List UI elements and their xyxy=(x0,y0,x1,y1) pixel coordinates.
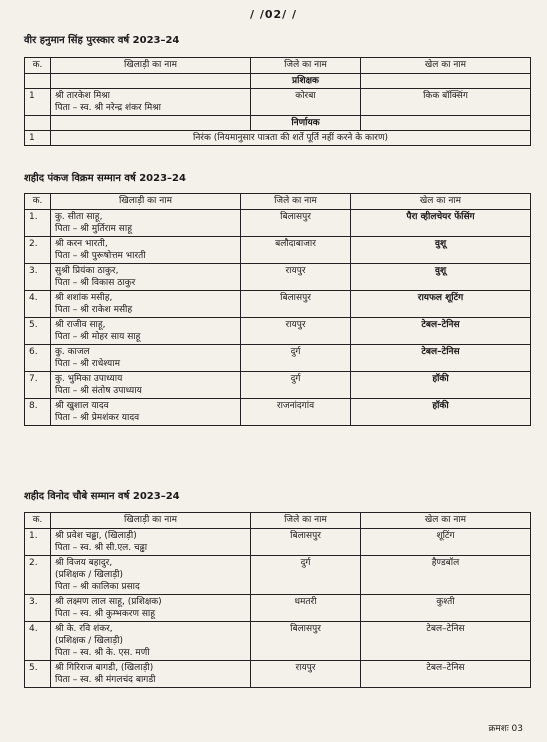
row-name-cell xyxy=(51,237,241,264)
section3-header-row xyxy=(25,513,531,529)
row-name: श्री लक्ष्मण लाल साहू, (प्रशिक्षक) xyxy=(55,597,162,607)
row-name-cell xyxy=(51,622,251,661)
section1-header-row xyxy=(25,58,531,74)
row-sport: कुश्ती xyxy=(361,595,531,622)
header-name: खिलाड़ी का नाम xyxy=(51,194,241,210)
row-sport: हॉकी xyxy=(351,399,531,426)
row-father: पिता – स्व. श्री नरेन्द्र शंकर मिश्रा xyxy=(55,103,162,113)
row-father: पिता – स्व. श्री सी.एल. चढ्ढा xyxy=(55,543,148,553)
row-no: 7. xyxy=(25,372,51,399)
row-district: दुर्ग xyxy=(241,372,351,399)
row-district: कोरबा xyxy=(251,89,361,116)
table-row xyxy=(25,399,531,426)
row-district: राजनांदगांव xyxy=(241,399,351,426)
table-row xyxy=(25,210,531,237)
row-name: श्री खुशाल यादव xyxy=(55,401,109,411)
row-name: श्री प्रवेश चढ्ढा, (खिलाड़ी) xyxy=(55,531,137,541)
row-sport: टेबल–टेनिस xyxy=(351,345,531,372)
row-no: 5. xyxy=(25,661,51,688)
row-sport: शूटिंग xyxy=(361,529,531,556)
row-sport: टेबल–टेनिस xyxy=(351,318,531,345)
row-name-cell xyxy=(51,291,241,318)
header-name: खिलाड़ी का नाम xyxy=(51,513,251,529)
row-name-cell xyxy=(51,89,251,116)
row-sport: वुशू xyxy=(351,237,531,264)
row-name: श्री करन भारती, xyxy=(55,239,108,249)
header-district: जिले का नाम xyxy=(251,513,361,529)
row-district: धमतरी xyxy=(251,595,361,622)
row-no: 1 xyxy=(25,89,51,116)
row-no: 4. xyxy=(25,291,51,318)
row-district: बिलासपुर xyxy=(241,291,351,318)
header-sport: खेल का नाम xyxy=(361,58,531,74)
row-role: (प्रशिक्षक / खिलाड़ी) xyxy=(55,570,123,580)
section3-title: शहीद विनोद चौबे सम्मान वर्ष 2023–24 xyxy=(24,491,180,502)
subheader-trainer: प्रशिक्षक xyxy=(251,74,361,89)
table-row xyxy=(25,595,531,622)
row-father: पिता – श्री पुरूषोत्तम भारती xyxy=(55,251,146,261)
subheader-referee: निर्णायक xyxy=(251,116,361,131)
row-no: 5. xyxy=(25,318,51,345)
section2-table xyxy=(24,193,531,426)
header-sport: खेल का नाम xyxy=(351,194,531,210)
row-sport: टेबल–टेनिस xyxy=(361,622,531,661)
table-row xyxy=(25,264,531,291)
row-father: पिता – स्व. श्री कुम्भकरण साहू xyxy=(55,609,156,619)
page-number: / /02/ / xyxy=(249,8,298,21)
section3-table xyxy=(24,512,531,688)
row-district: बिलासपुर xyxy=(251,529,361,556)
row-no: 1. xyxy=(25,210,51,237)
table-row xyxy=(25,556,531,595)
row-name-cell xyxy=(51,399,241,426)
row-no: 1 xyxy=(25,131,51,146)
row-district: दुर्ग xyxy=(241,345,351,372)
row-sport: रायफल शूटिंग xyxy=(351,291,531,318)
section1-title: वीर हनुमान सिंह पुरस्कार वर्ष 2023–24 xyxy=(24,35,180,46)
row-father: पिता – श्री मोहर साय साहू xyxy=(55,332,141,342)
row-district: दुर्ग xyxy=(251,556,361,595)
row-father: पिता – श्री प्रेमशंकर यादव xyxy=(55,413,140,423)
row-no: 8. xyxy=(25,399,51,426)
row-no: 6. xyxy=(25,345,51,372)
header-sport: खेल का नाम xyxy=(361,513,531,529)
header-no: क. xyxy=(25,513,51,529)
row-no: 2. xyxy=(25,556,51,595)
row-father: पिता – स्व. श्री मंगलचंद बागडी xyxy=(55,675,156,685)
row-name-cell xyxy=(51,210,241,237)
header-district: जिले का नाम xyxy=(251,58,361,74)
row-name-cell xyxy=(51,529,251,556)
row-no: 1. xyxy=(25,529,51,556)
table-row xyxy=(25,237,531,264)
row-name-cell xyxy=(51,661,251,688)
row-note: निरंक (नियमानुसार पात्रता की शर्ते पूर्ति नहीं करने के कारण) xyxy=(51,131,531,146)
row-district: रायपुर xyxy=(241,318,351,345)
row-district: बलौदाबाजार xyxy=(241,237,351,264)
row-no: 4. xyxy=(25,622,51,661)
section1-table xyxy=(24,57,531,146)
row-name: कु. भुमिका उपाध्याय xyxy=(55,374,123,384)
row-father: पिता – श्री संतोष उपाध्याय xyxy=(55,386,142,396)
header-district: जिले का नाम xyxy=(241,194,351,210)
row-name-cell xyxy=(51,595,251,622)
row-district: बिलासपुर xyxy=(251,622,361,661)
row-sport: किक बॉक्सिंग xyxy=(361,89,531,116)
table-row xyxy=(25,345,531,372)
row-no: 2. xyxy=(25,237,51,264)
row-district: रायपुर xyxy=(251,661,361,688)
table-row xyxy=(25,131,531,146)
row-name: श्री विजय बहादुर, xyxy=(55,558,113,568)
row-sport: पैरा व्हीलचेयर फेंसिंग xyxy=(351,210,531,237)
row-name: कु. सीता साहू, xyxy=(55,212,103,222)
row-district: रायपुर xyxy=(241,264,351,291)
row-name: कु. काजल xyxy=(55,347,90,357)
row-father: पिता – श्री राकेश मसीह xyxy=(55,305,133,315)
table-row xyxy=(25,318,531,345)
section2-header-row xyxy=(25,194,531,210)
section2-body xyxy=(25,210,531,426)
row-father: पिता – स्व. श्री के. एस. मणी xyxy=(55,648,150,658)
header-name: खिलाड़ी का नाम xyxy=(51,58,251,74)
row-name: श्री शशांक मसीह, xyxy=(55,293,113,303)
row-no: 3. xyxy=(25,595,51,622)
section2-title: शहीद पंकज विक्रम सम्मान वर्ष 2023–24 xyxy=(24,173,186,184)
row-name: श्री राजीव साहू, xyxy=(55,320,106,330)
row-name-cell xyxy=(51,264,241,291)
row-name: सुश्री प्रियंका ठाकुर, xyxy=(55,266,119,276)
row-name-cell xyxy=(51,345,241,372)
row-name-cell xyxy=(51,556,251,595)
table-row xyxy=(25,372,531,399)
table-row xyxy=(25,291,531,318)
row-role: (प्रशिक्षक / खिलाड़ी) xyxy=(55,636,123,646)
row-name: श्री गिरिराज बागडी, (खिलाड़ी) xyxy=(55,663,154,673)
table-row xyxy=(25,529,531,556)
row-sport: टेबल–टेनिस xyxy=(361,661,531,688)
row-name: श्री तारकेश मिश्रा xyxy=(55,91,111,101)
row-father: पिता – श्री मुर्तिराम साहू xyxy=(55,224,132,234)
row-sport: हैण्डबॉल xyxy=(361,556,531,595)
table-row xyxy=(25,661,531,688)
table-row xyxy=(25,89,531,116)
row-sport: हॉकी xyxy=(351,372,531,399)
section3-body xyxy=(25,529,531,688)
row-father: पिता – श्री राधेश्याम xyxy=(55,359,120,369)
header-no: क. xyxy=(25,58,51,74)
row-name-cell xyxy=(51,372,241,399)
row-name: श्री के. रवि शंकर, xyxy=(55,624,113,634)
row-father: पिता – श्री विकास ठाकुर xyxy=(55,278,136,288)
row-name-cell xyxy=(51,318,241,345)
row-father: पिता – श्री कालिका प्रसाद xyxy=(55,582,140,592)
header-no: क. xyxy=(25,194,51,210)
row-district: बिलासपुर xyxy=(241,210,351,237)
continuation-note: क्रमशः 03 xyxy=(488,724,523,734)
subheader-row xyxy=(25,74,531,89)
table-row xyxy=(25,622,531,661)
row-no: 3. xyxy=(25,264,51,291)
row-sport: वुशू xyxy=(351,264,531,291)
subheader-row xyxy=(25,116,531,131)
